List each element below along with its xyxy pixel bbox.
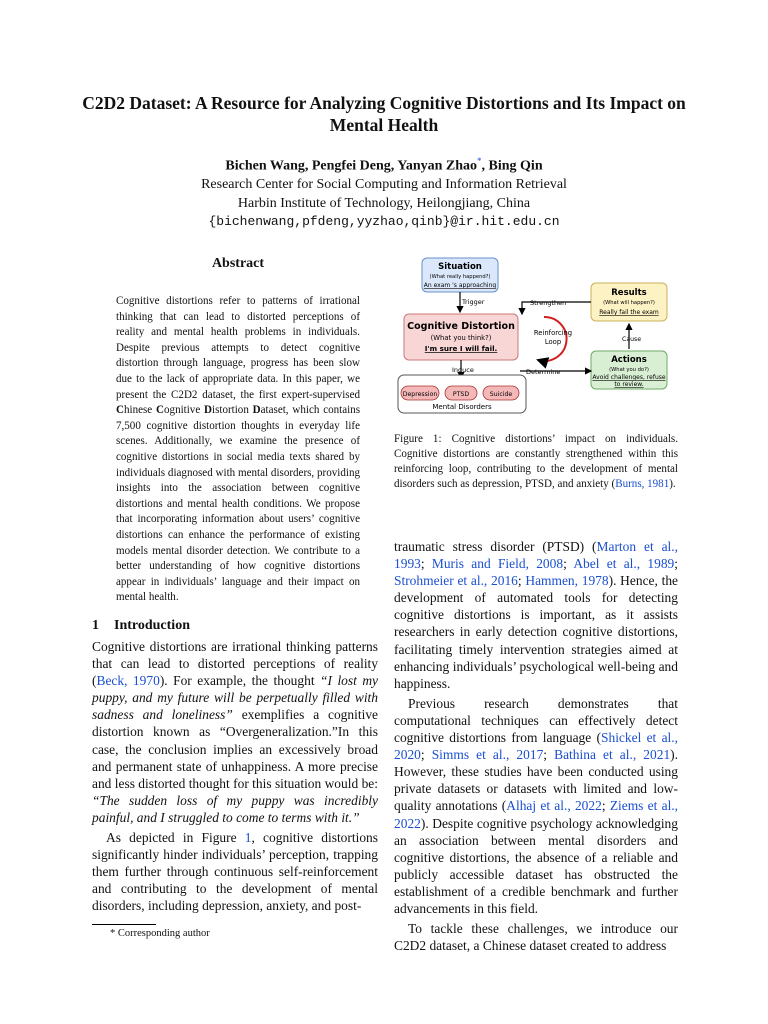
section-heading-introduction: 1 Introduction — [92, 618, 190, 633]
determine-label: Determine — [526, 368, 561, 376]
citation-link[interactable]: Muris and Field, 2008 — [431, 556, 564, 572]
author-email: {bichenwang,pfdeng,yyzhao,qinb}@ir.hit.edu.cn — [208, 214, 560, 230]
affiliation-line-2: Harbin Institute of Technology, Heilongjiang, China — [237, 195, 531, 211]
suicide-label: Suicide — [489, 391, 513, 398]
citation-link[interactable]: Shickel et al., 2020 — [394, 730, 678, 763]
cause-label: Cause — [622, 336, 642, 343]
intro-paragraph-4: Previous research demonstrates that computational techniques can effectively detect cognitive distortions from language (Shickel et al., 2020; Simms et al., 2017; Bathina et al., 2021). However, these studies have been conducted using private datasets or datasets with limited and low-quality annotations (Alhaj et al., 2022; Ziems et al., 2022). Despite cognitive psychology acknowledging an association between mental disorders and cognitive distortions, the absence of a reliable and publicly accessible dataset has obstructed the establishment of a credible benchmark and further advancements in this field. — [394, 695, 679, 916]
depression-label: Depression — [402, 391, 438, 398]
intro-text-left — [92, 638, 378, 915]
citation-link[interactable]: Ziems et al., 2022 — [394, 798, 679, 831]
actions-example-1: Avoid challenges, refuse — [592, 374, 666, 381]
trigger-label: Trigger — [462, 298, 485, 306]
footnote: * Corresponding author — [110, 928, 210, 939]
citation-link[interactable]: Beck, 1970 — [96, 673, 160, 689]
loop-label-2: Loop — [544, 338, 562, 346]
cognitive-distortion-title: Cognitive Distortion — [407, 321, 515, 332]
corresponding-mark[interactable]: * — [477, 156, 482, 166]
situation-example: An exam 's approaching — [423, 282, 497, 289]
figure-1-diagram — [396, 255, 676, 425]
loop-label-1: Reinforcing — [533, 329, 573, 337]
intro-paragraph-2: As depicted in Figure 1, cognitive distortions significantly hinder individuals’ perception, trapping them further through continuous self-reinforcement and contributing to the development of mental disorders, including depression, anxiety, and post- — [92, 830, 379, 914]
mental-disorders-label: Mental Disorders — [432, 403, 492, 411]
citation-link[interactable]: Burns, 1981 — [615, 478, 670, 491]
strengthen-label: Strengthen — [530, 299, 567, 307]
situation-subtitle: (What really happend?) — [429, 274, 491, 280]
intro-paragraph-1: Cognitive distortions are irrational thinking patterns that can lead to distorted perceptions of reality (Beck, 1970). For example, the thought “I lost my puppy, and my future will be perpetually filled with sadness and loneliness” exemplifies a cognitive distortion known as “Overgeneralization.”In this case, the conclusion implies an excessively broad and permanent state of unhappiness. A more precise and less distorted thought for this situation would be: “The sudden loss of my puppy was incredibly painful, and I struggled to come to terms with it.” — [92, 639, 379, 825]
citation-link[interactable]: Abel et al., 1989 — [573, 556, 675, 572]
abstract-heading: Abstract — [211, 256, 265, 271]
actions-title: Actions — [611, 355, 647, 365]
induce-label: Induce — [452, 366, 474, 374]
results-title: Results — [611, 288, 647, 298]
ptsd-label: PTSD — [452, 391, 470, 398]
cognitive-distortion-subtitle: (What you think?) — [430, 334, 492, 342]
left-column — [92, 256, 379, 914]
figure-1-caption: Figure 1: Cognitive distortions’ impact on individuals. Cognitive distortions are constantly strengthened within this reinforcing loop, contributing to the development of mental disorders such as depression, PTSD, and anxiety (Burns, 1981). — [394, 433, 678, 491]
paper-title: C2D2 Dataset: A Resource for Analyzing Cognitive Distortions and Its Impact on Mental Health — [82, 93, 686, 135]
author-names: Bichen Wang, Pengfei Deng, Yanyan Zhao*, Bing Qin — [225, 156, 543, 174]
abstract-text: Cognitive distortions refer to patterns of irrational thinking that can lead to distorted perceptions of reality and mental health problems in individuals. Despite previous attempts to detect cognitive distortion through language, progress has been slow due to the lack of appropriate data. In this paper, we present the C2D2 dataset, the first expert-supervised Chinese Cognitive Distortion Dataset, which contains 7,500 cognitive distortion thoughts in everyday life scenes. Additionally, we examine the presence of cognitive distortions in social media texts shared by individuals diagnosed with mental disorders, providing insights into the association between cognitive distortions and mental health conditions. We propose that incorporating information about users’ cognitive distortions can enhance the performance of existing models mental disorder detection. We contribute to a better understanding of how cognitive distortions appear in individuals’ language and their impact on mental health. — [116, 295, 361, 604]
citation-link[interactable]: Alhaj et al., 2022 — [506, 798, 602, 814]
situation-title: Situation — [438, 262, 482, 272]
citation-link[interactable]: Strohmeier et al., 2016 — [394, 573, 518, 589]
results-subtitle: (What will happen?) — [603, 300, 655, 306]
cognitive-distortion-example: I'm sure I will fail. — [424, 344, 498, 353]
intro-text-right — [394, 538, 678, 954]
footnote-rule — [92, 924, 156, 925]
citation-link[interactable]: Bathina et al., 2021 — [554, 747, 671, 763]
intro-paragraph-3: traumatic stress disorder (PTSD) (Marton et al., 1993; Muris and Field, 2008; Abel et al., 1989; Strohmeier et al., 2016; Hammen, 1978). Hence, the development of automated tools for detecting cognitive distortions is important, as it assists researchers in early detection cognitive distortions, facilitating timely intervention strategies aimed at enhancing individuals’ psychological well-being and happiness. — [394, 539, 679, 691]
results-example: Really fail the exam — [599, 309, 659, 316]
figure-link[interactable]: 1 — [244, 830, 252, 846]
actions-subtitle: (What you do?) — [609, 367, 649, 373]
intro-paragraph-5: To tackle these challenges, we introduce our C2D2 dataset, a Chinese dataset created to address — [394, 921, 678, 954]
citation-link[interactable]: Hammen, 1978 — [525, 573, 609, 589]
affiliation-line-1: Research Center for Social Computing and Information Retrieval — [201, 177, 567, 193]
citation-link[interactable]: Simms et al., 2017 — [431, 747, 544, 763]
actions-example-2: to review. — [614, 381, 644, 388]
citation-link[interactable]: Marton et al., 1993 — [394, 539, 679, 572]
author-block — [60, 152, 708, 232]
